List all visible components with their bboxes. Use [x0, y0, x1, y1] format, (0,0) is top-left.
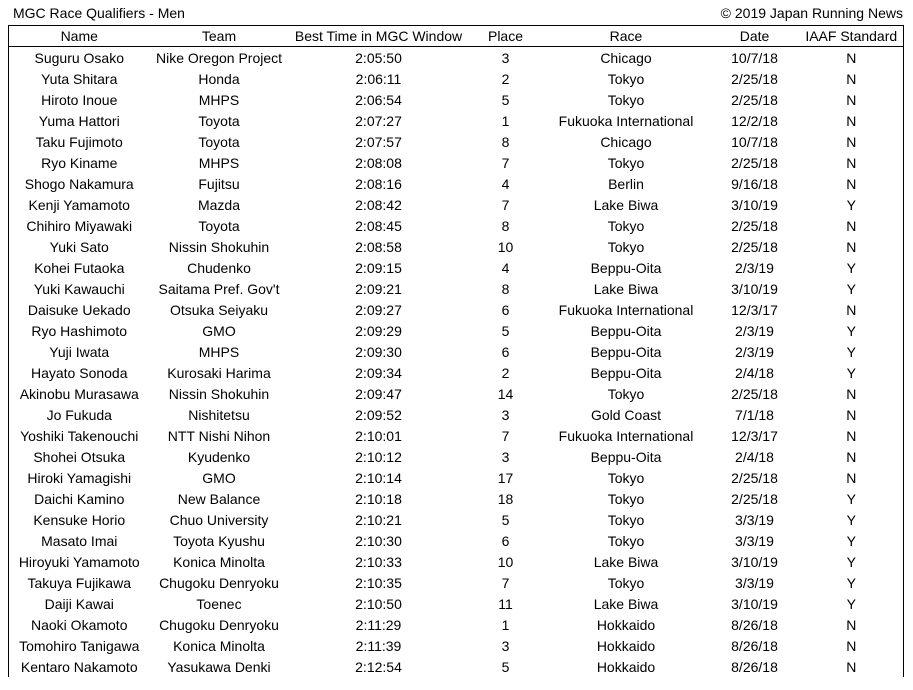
column-header-place: Place	[469, 26, 543, 47]
cell-date: 3/3/19	[735, 574, 774, 591]
cell-race: Beppu-Oita	[590, 259, 662, 276]
column-header-team: Team	[150, 26, 289, 47]
cell-team: Konica Minolta	[173, 637, 265, 654]
cell-name: Yuma Hattori	[38, 112, 120, 129]
cell-team: Mazda	[197, 196, 241, 213]
table-row	[9, 530, 904, 551]
cell-place: 7	[501, 427, 510, 444]
table-row	[9, 362, 904, 383]
cell-team: NTT Nishi Nihon	[167, 427, 271, 444]
cell-name: Shogo Nakamura	[24, 175, 134, 192]
cell-place: 4	[501, 175, 510, 192]
cell-best-time: 2:09:15	[355, 259, 402, 276]
cell-race: Tokyo	[607, 532, 645, 549]
cell-date: 8/26/18	[731, 616, 778, 633]
cell-best-time: 2:10:12	[355, 448, 402, 465]
table-row	[9, 257, 904, 278]
cell-place: 5	[501, 322, 510, 339]
cell-best-time: 2:08:08	[355, 154, 402, 171]
table-row	[9, 47, 904, 69]
cell-date: 3/10/19	[731, 280, 778, 297]
cell-iaaf-standard: N	[846, 637, 857, 654]
cell-date: 12/3/17	[731, 427, 778, 444]
cell-place: 18	[497, 490, 514, 507]
cell-best-time: 2:07:27	[355, 112, 402, 129]
cell-team: Konica Minolta	[173, 553, 265, 570]
table-row	[9, 320, 904, 341]
cell-iaaf-standard: N	[846, 91, 857, 108]
cell-place: 10	[497, 238, 514, 255]
cell-best-time: 2:10:21	[355, 511, 402, 528]
cell-race: Beppu-Oita	[590, 448, 662, 465]
cell-best-time: 2:10:30	[355, 532, 402, 549]
cell-date: 2/3/19	[735, 322, 774, 339]
cell-race: Berlin	[608, 175, 644, 192]
column-header-iaaf-standard: IAAF Standard	[800, 26, 904, 47]
cell-team: Toyota	[198, 112, 240, 129]
cell-date: 10/7/18	[731, 133, 778, 150]
cell-team: Otsuka Seiyaku	[169, 301, 269, 318]
cell-best-time: 2:09:52	[355, 406, 402, 423]
cell-place: 11	[498, 595, 513, 612]
table-body	[9, 47, 904, 678]
cell-iaaf-standard: Y	[846, 553, 856, 570]
cell-iaaf-standard: Y	[846, 259, 856, 276]
column-header-best-time: Best Time in MGC Window	[289, 26, 469, 47]
cell-date: 12/2/18	[731, 112, 778, 129]
cell-team: MHPS	[198, 154, 240, 171]
cell-name: Shohei Otsuka	[33, 448, 126, 465]
cell-best-time: 2:08:16	[355, 175, 402, 192]
cell-team: Toyota	[198, 217, 240, 234]
cell-iaaf-standard: Y	[846, 280, 856, 297]
table-row	[9, 152, 904, 173]
cell-team: Toyota	[198, 133, 240, 150]
cell-race: Tokyo	[607, 238, 645, 255]
table-row	[9, 110, 904, 131]
cell-iaaf-standard: Y	[846, 532, 856, 549]
cell-place: 6	[501, 301, 510, 318]
cell-race: Lake Biwa	[593, 196, 659, 213]
cell-name: Masato Imai	[41, 532, 118, 549]
cell-place: 1	[501, 112, 510, 129]
cell-iaaf-standard: N	[846, 70, 857, 87]
cell-race: Tokyo	[607, 490, 645, 507]
table-row	[9, 572, 904, 593]
cell-name: Naoki Okamoto	[31, 616, 128, 633]
cell-place: 10	[497, 553, 514, 570]
cell-race: Beppu-Oita	[590, 322, 662, 339]
cell-place: 3	[501, 637, 510, 654]
cell-place: 1	[501, 616, 510, 633]
cell-date: 3/3/19	[735, 532, 774, 549]
cell-date: 2/3/19	[735, 259, 774, 276]
cell-iaaf-standard: N	[846, 616, 857, 633]
cell-iaaf-standard: Y	[846, 595, 856, 612]
cell-place: 14	[497, 385, 514, 402]
cell-race: Tokyo	[607, 217, 645, 234]
cell-name: Ryo Kiname	[41, 154, 118, 171]
cell-place: 8	[501, 280, 510, 297]
cell-race: Fukuoka International	[558, 112, 694, 129]
cell-place: 3	[501, 49, 510, 66]
cell-team: MHPS	[198, 343, 240, 360]
cell-iaaf-standard: N	[846, 385, 857, 402]
table-row	[9, 488, 904, 509]
cell-place: 5	[501, 511, 510, 528]
cell-race: Tokyo	[607, 70, 645, 87]
table-header-row	[9, 26, 904, 47]
cell-date: 2/25/18	[731, 154, 778, 171]
table-row	[9, 299, 904, 320]
cell-race: Tokyo	[607, 91, 645, 108]
cell-race: Hokkaido	[596, 616, 656, 633]
cell-race: Tokyo	[607, 511, 645, 528]
cell-place: 4	[501, 259, 510, 276]
cell-name: Kenji Yamamoto	[28, 196, 130, 213]
cell-name: Hiroto Inoue	[41, 91, 118, 108]
cell-name: Akinobu Murasawa	[19, 385, 139, 402]
cell-race: Chicago	[600, 49, 652, 66]
table-row	[9, 89, 904, 110]
cell-iaaf-standard: N	[846, 469, 857, 486]
cell-name: Ryo Hashimoto	[31, 322, 128, 339]
cell-team: MHPS	[198, 91, 240, 108]
cell-team: Chugoku Denryoku	[159, 574, 279, 591]
cell-team: Nike Oregon Project	[155, 49, 283, 66]
cell-team: Yasukawa Denki	[167, 658, 271, 675]
cell-date: 2/4/18	[735, 364, 774, 381]
cell-place: 5	[501, 91, 510, 108]
cell-name: Kensuke Horio	[33, 511, 126, 528]
cell-place: 2	[501, 364, 510, 381]
table-row	[9, 593, 904, 614]
cell-best-time: 2:10:14	[355, 469, 402, 486]
cell-iaaf-standard: N	[846, 658, 857, 675]
cell-race: Tokyo	[607, 574, 645, 591]
cell-race: Tokyo	[607, 469, 645, 486]
cell-date: 3/10/19	[731, 196, 778, 213]
cell-best-time: 2:09:21	[355, 280, 402, 297]
table-row	[9, 383, 904, 404]
column-header-name: Name	[9, 26, 150, 47]
cell-best-time: 2:12:54	[355, 658, 402, 675]
cell-date: 2/25/18	[731, 385, 778, 402]
table-row	[9, 236, 904, 257]
cell-name: Yuta Shitara	[41, 70, 118, 87]
cell-race: Fukuoka International	[558, 301, 694, 318]
cell-name: Hayato Sonoda	[30, 364, 128, 381]
cell-date: 12/3/17	[731, 301, 778, 318]
cell-date: 3/10/19	[731, 553, 778, 570]
cell-place: 3	[501, 406, 510, 423]
cell-name: Kentaro Nakamoto	[20, 658, 138, 675]
cell-race: Chicago	[600, 133, 652, 150]
cell-name: Taku Fujimoto	[35, 133, 123, 150]
cell-iaaf-standard: N	[846, 427, 857, 444]
cell-name: Chihiro Miyawaki	[26, 217, 133, 234]
cell-race: Lake Biwa	[593, 553, 659, 570]
cell-team: Nissin Shokuhin	[168, 385, 270, 402]
cell-iaaf-standard: Y	[846, 490, 856, 507]
cell-iaaf-standard: N	[846, 175, 857, 192]
cell-team: Chugoku Denryoku	[159, 616, 279, 633]
cell-race: Hokkaido	[596, 637, 656, 654]
cell-team: Kyudenko	[187, 448, 251, 465]
cell-place: 6	[501, 343, 510, 360]
cell-name: Takuya Fujikawa	[27, 574, 131, 591]
cell-team: Nissin Shokuhin	[168, 238, 270, 255]
cell-name: Tomohiro Tanigawa	[19, 637, 140, 654]
cell-date: 2/25/18	[731, 490, 778, 507]
cell-iaaf-standard: N	[846, 49, 857, 66]
cell-race: Hokkaido	[596, 658, 656, 675]
cell-best-time: 2:10:01	[355, 427, 402, 444]
cell-best-time: 2:08:42	[355, 196, 402, 213]
cell-place: 8	[501, 133, 510, 150]
table-row	[9, 509, 904, 530]
cell-iaaf-standard: N	[846, 133, 857, 150]
cell-race: Fukuoka International	[558, 427, 694, 444]
table-row	[9, 635, 904, 656]
cell-iaaf-standard: Y	[846, 196, 856, 213]
copyright-notice: © 2019 Japan Running News	[720, 5, 903, 21]
table-row	[9, 614, 904, 635]
cell-place: 7	[501, 574, 510, 591]
cell-race: Lake Biwa	[593, 595, 659, 612]
cell-race: Gold Coast	[590, 406, 662, 423]
table-row	[9, 446, 904, 467]
cell-team: Chudenko	[187, 259, 251, 276]
table-row	[9, 467, 904, 488]
table-row	[9, 656, 904, 677]
cell-race: Tokyo	[607, 154, 645, 171]
cell-best-time: 2:09:30	[355, 343, 402, 360]
cell-date: 10/7/18	[731, 49, 778, 66]
cell-race: Beppu-Oita	[590, 364, 662, 381]
cell-date: 2/25/18	[731, 238, 778, 255]
cell-best-time: 2:06:11	[355, 70, 402, 87]
cell-name: Yuji Iwata	[49, 343, 110, 360]
cell-name: Daichi Kamino	[34, 490, 125, 507]
cell-place: 8	[501, 217, 510, 234]
cell-best-time: 2:11:39	[355, 637, 402, 654]
cell-iaaf-standard: N	[846, 154, 857, 171]
cell-name: Yuki Sato	[49, 238, 109, 255]
cell-date: 2/25/18	[731, 91, 778, 108]
cell-iaaf-standard: Y	[846, 511, 856, 528]
table-row	[9, 194, 904, 215]
cell-best-time: 2:08:58	[355, 238, 402, 255]
cell-best-time: 2:09:34	[355, 364, 402, 381]
column-header-date: Date	[710, 26, 800, 47]
table-row	[9, 404, 904, 425]
table-row	[9, 68, 904, 89]
cell-best-time: 2:09:27	[355, 301, 402, 318]
cell-race: Lake Biwa	[593, 280, 659, 297]
cell-iaaf-standard: N	[846, 217, 857, 234]
cell-best-time: 2:09:47	[355, 385, 402, 402]
cell-place: 7	[501, 154, 510, 171]
cell-team: Toenec	[196, 595, 242, 612]
cell-best-time: 2:05:50	[355, 49, 402, 66]
cell-date: 3/3/19	[735, 511, 774, 528]
cell-iaaf-standard: N	[846, 112, 857, 129]
table-row	[9, 173, 904, 194]
cell-name: Suguru Osako	[34, 49, 124, 66]
cell-best-time: 2:06:54	[355, 91, 402, 108]
table-row	[9, 341, 904, 362]
cell-name: Yuki Kawauchi	[33, 280, 125, 297]
cell-place: 17	[497, 469, 514, 486]
table-row	[9, 131, 904, 152]
cell-team: New Balance	[177, 490, 261, 507]
cell-iaaf-standard: Y	[846, 574, 856, 591]
cell-iaaf-standard: Y	[846, 322, 856, 339]
cell-team: Kurosaki Harima	[167, 364, 271, 381]
cell-iaaf-standard: N	[846, 238, 857, 255]
cell-name: Hiroki Yamagishi	[27, 469, 132, 486]
table-row	[9, 215, 904, 236]
cell-name: Kohei Futaoka	[34, 259, 125, 276]
cell-best-time: 2:07:57	[355, 133, 402, 150]
cell-place: 3	[501, 448, 510, 465]
cell-team: Chuo University	[169, 511, 269, 528]
cell-name: Yoshiki Takenouchi	[20, 427, 139, 444]
cell-best-time: 2:10:18	[355, 490, 402, 507]
cell-iaaf-standard: Y	[846, 364, 856, 381]
table-row	[9, 278, 904, 299]
cell-place: 6	[501, 532, 510, 549]
cell-team: Fujitsu	[198, 175, 240, 192]
cell-best-time: 2:09:29	[355, 322, 402, 339]
cell-name: Jo Fukuda	[46, 406, 112, 423]
cell-date: 2/25/18	[731, 217, 778, 234]
cell-iaaf-standard: N	[846, 406, 857, 423]
cell-race: Tokyo	[607, 385, 645, 402]
cell-name: Daisuke Uekado	[27, 301, 131, 318]
cell-team: Toyota Kyushu	[173, 532, 265, 549]
cell-team: GMO	[202, 322, 236, 339]
cell-date: 2/3/19	[735, 343, 774, 360]
cell-team: Nishitetsu	[188, 406, 250, 423]
cell-best-time: 2:11:29	[355, 616, 402, 633]
page-title: MGC Race Qualifiers - Men	[13, 5, 185, 21]
cell-date: 2/25/18	[731, 70, 778, 87]
cell-date: 2/25/18	[731, 469, 778, 486]
cell-date: 2/4/18	[735, 448, 774, 465]
qualifiers-table	[8, 25, 904, 677]
cell-race: Beppu-Oita	[590, 343, 662, 360]
cell-best-time: 2:10:35	[355, 574, 402, 591]
cell-date: 9/16/18	[731, 175, 778, 192]
cell-place: 5	[501, 658, 510, 675]
column-header-race: Race	[543, 26, 710, 47]
cell-best-time: 2:10:50	[355, 595, 402, 612]
cell-iaaf-standard: N	[846, 301, 857, 318]
cell-team: GMO	[202, 469, 236, 486]
cell-date: 3/10/19	[731, 595, 778, 612]
cell-name: Daiji Kawai	[44, 595, 114, 612]
cell-date: 8/26/18	[731, 637, 778, 654]
cell-best-time: 2:08:45	[355, 217, 402, 234]
table-row	[9, 551, 904, 572]
cell-date: 8/26/18	[731, 658, 778, 675]
cell-team: Saitama Pref. Gov't	[158, 280, 280, 297]
cell-place: 7	[501, 196, 510, 213]
cell-iaaf-standard: Y	[846, 343, 856, 360]
table-row	[9, 425, 904, 446]
cell-team: Honda	[198, 70, 240, 87]
cell-date: 7/1/18	[735, 406, 774, 423]
cell-best-time: 2:10:33	[355, 553, 402, 570]
cell-iaaf-standard: N	[846, 448, 857, 465]
cell-place: 2	[501, 70, 510, 87]
cell-name: Hiroyuki Yamamoto	[18, 553, 140, 570]
